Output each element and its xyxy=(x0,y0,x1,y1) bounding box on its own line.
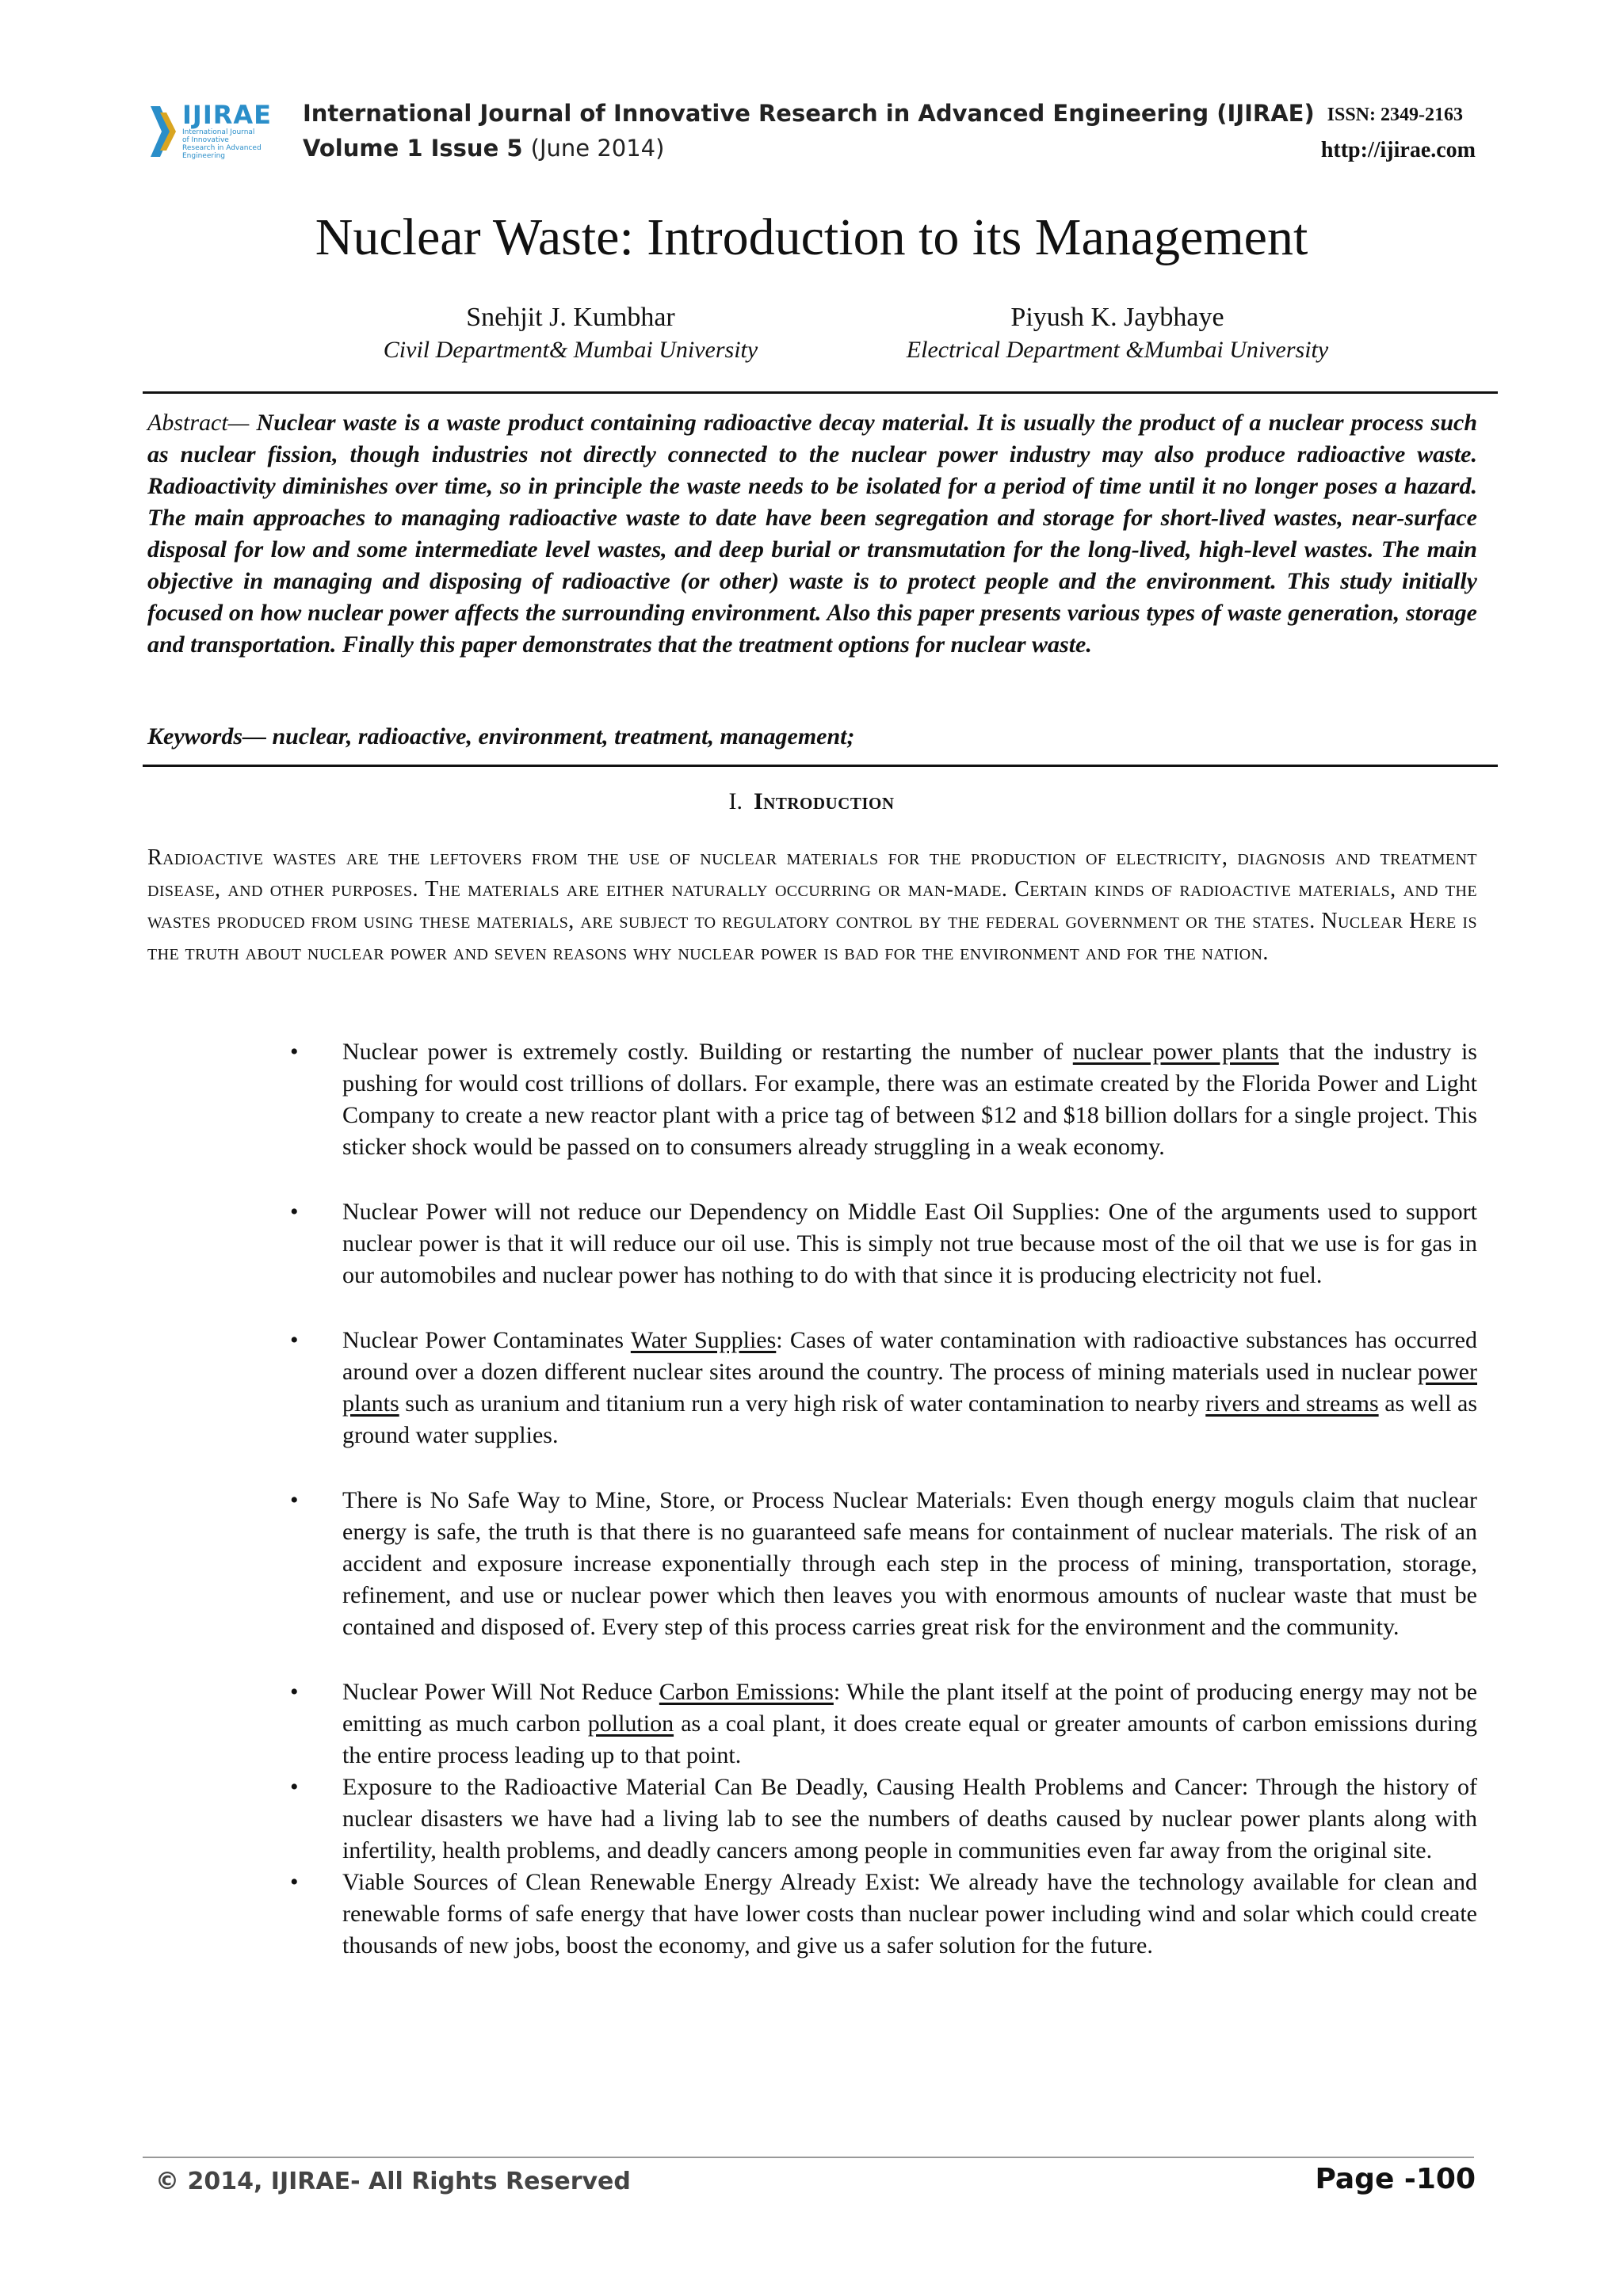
list-item xyxy=(290,1676,1477,1772)
keywords: Keywords— nuclear, radioactive, environment, treatment, management; xyxy=(147,723,855,749)
journal-logo xyxy=(147,100,272,163)
list-item xyxy=(290,1867,1477,1962)
bullet-icon: • xyxy=(290,1487,299,1513)
link-power-plants[interactable]: power plants xyxy=(342,1359,1477,1417)
bullet-icon: • xyxy=(290,1774,299,1800)
divider xyxy=(143,765,1498,767)
list-item xyxy=(290,1325,1477,1451)
link-carbon-emissions[interactable]: Carbon Emissions xyxy=(659,1679,834,1705)
link-water-supplies[interactable]: Water Supplies xyxy=(630,1327,777,1353)
divider xyxy=(143,391,1498,394)
footer-divider xyxy=(143,2157,1474,2158)
volume-text: Volume 1 Issue 5 xyxy=(303,135,523,162)
bullet-text: Viable Sources of Clean Renewable Energy Already Exist: We already have the technology available for clean and renewable forms of safe energy that have lower costs than nuclear power including wind and solar which could create thousands of new jobs, boost the economy, and give us a safer solution for the future. xyxy=(342,1869,1477,1958)
bullet-text: There is No Safe Way to Mine, Store, or Process Nuclear Materials: Even though energy moguls claim that nuclear energy is safe, the truth is that there is no guaranteed safe means for containment of nuclear materials. The risk of an accident and exposure increase exponentially through each step in the process of mining, transportation, storage, refinement, and use or nuclear power which then leaves you with enormous amounts of nuclear waste that must be contained and disposed of. Every step of this process carries great risk for the environment and the community. xyxy=(342,1487,1477,1640)
bullet-text: that the industry is pushing for would cost trillions of dollars. For example, there was an estimate created by the Florida Power and Light Company to create a new reactor plant with a price tag of between $12 and $18 billion dollars for a single project. This sticker shock would be passed on to consumers already struggling in a weak economy. xyxy=(342,1039,1477,1160)
link-rivers-and-streams[interactable]: rivers and streams xyxy=(1205,1390,1379,1417)
bullet-text: Exposure to the Radioactive Material Can Be Deadly, Causing Health Problems and Cancer: Through the history of nuclear disasters we have had a living lab to see the numbers of deaths caused by nuclear power plants along with infertility, health problems, and deadly cancers among people in communities even far away from the original site. xyxy=(342,1774,1477,1863)
bullet-text: as a coal plant, it does create equal or greater amounts of carbon emissions during the entire process leading up to that point. xyxy=(342,1711,1477,1768)
bullet-icon: • xyxy=(290,1679,299,1705)
section-number: I. xyxy=(728,788,743,814)
volume-issue xyxy=(303,135,664,162)
bullet-list xyxy=(290,1036,1477,1962)
author-block xyxy=(333,301,808,366)
bullet-text: Nuclear Power Will Not Reduce xyxy=(342,1679,659,1705)
bullet-text: : Cases of water contamination with radioactive substances has occurred around over a dozen different nuclear sites around the country. The process of mining materials used in nuclear xyxy=(342,1327,1478,1385)
abstract-text: Nuclear waste is a waste product containing radioactive decay material. It is usually the product of a nuclear process such as nuclear fission, though industries not directly connected to the nuclear power industry may also produce radioactive waste. Radioactivity diminishes over time, so in principle the waste needs to be isolated for a period of time until it no longer poses a hazard. The main approaches to managing radioactive waste to date have been segregation and storage for short-lived wastes, near-surface disposal for low and some intermediate level wastes, and deep burial or transmutation for the long-lived, high-level wastes. The main objective in managing and disposing of radioactive (or other) waste is to protect people and the environment. This study initially focused on how nuclear power affects the surrounding environment. Also this paper presents various types of waste generation, storage and transportation. Finally this paper demonstrates that the treatment options for nuclear waste. xyxy=(147,410,1478,658)
intro-paragraph: Radioactive wastes are the leftovers from the use of nuclear materials for the production of electricity, diagnosis and treatment disease, and other purposes. The materials are either naturally occurring or man-made. Certain kinds of radioactive materials, and the wastes produced from using these materials, are subject to regulatory control by the federal government or the states. Nuclear Here is the truth about nuclear power and seven reasons why nuclear power is bad for the environment and for the nation. xyxy=(147,845,1477,965)
bullet-icon: • xyxy=(290,1039,299,1065)
author-affiliation: Civil Department& Mumbai University xyxy=(383,337,758,363)
journal-header xyxy=(147,93,1476,173)
bullet-text: such as uranium and titanium run a very high risk of water contamination to nearby xyxy=(399,1390,1206,1417)
bullet-icon: • xyxy=(290,1199,299,1225)
bullet-text: Nuclear Power will not reduce our Dependency on Middle East Oil Supplies: One of the arguments used to support nuclear power is that it will reduce our oil use. This is simply not true because most of the oil that we use is for gas in our automobiles and nuclear power has nothing to do with that since it is producing electricity not fuel. xyxy=(342,1199,1477,1288)
section-title: Introduction xyxy=(753,788,895,814)
copyright: © 2014, IJIRAE- All Rights Reserved xyxy=(155,2168,631,2195)
abstract-label: Abstract— xyxy=(147,410,250,436)
abstract xyxy=(147,407,1477,661)
author-name: Piyush K. Jaybhaye xyxy=(1010,303,1224,332)
bullet-icon: • xyxy=(290,1869,299,1895)
bullet-text: Nuclear power is extremely costly. Building or restarting the number of xyxy=(342,1039,1073,1065)
logo-chevron-icon xyxy=(147,100,182,163)
issn: ISSN: 2349-2163 xyxy=(1327,105,1463,125)
section-heading xyxy=(0,786,1623,818)
list-item xyxy=(290,1196,1477,1291)
bullet-icon: • xyxy=(290,1327,299,1353)
page-number: Page -100 xyxy=(1315,2163,1476,2195)
bullet-text: as well as ground water supplies. xyxy=(342,1390,1477,1448)
journal-url[interactable]: http://ijirae.com xyxy=(1320,138,1476,162)
logo-subtitle: International Journal of Innovative Research in Advanced Engineering xyxy=(182,128,262,160)
list-item xyxy=(290,1772,1477,1867)
list-item xyxy=(290,1036,1477,1163)
journal-name: International Journal of Innovative Research in Advanced Engineering (IJIRAE) xyxy=(303,100,1315,127)
bullet-text: Nuclear Power Contaminates xyxy=(342,1327,631,1353)
author-name: Snehjit J. Kumbhar xyxy=(466,303,675,332)
link-nuclear-power-plants[interactable]: nuclear power plants xyxy=(1072,1039,1279,1065)
issue-date: (June 2014) xyxy=(530,135,665,162)
logo-title: IJIRAE xyxy=(182,100,272,130)
author-block xyxy=(864,301,1371,366)
list-item xyxy=(290,1485,1477,1643)
link-pollution[interactable]: pollution xyxy=(587,1711,674,1737)
bullet-text: : While the plant itself at the point of producing energy may not be emitting as much carbon xyxy=(342,1679,1478,1737)
logo-text xyxy=(182,101,272,160)
author-affiliation: Electrical Department &Mumbai University xyxy=(906,337,1329,363)
paper-title: Nuclear Waste: Introduction to its Management xyxy=(315,208,1308,266)
